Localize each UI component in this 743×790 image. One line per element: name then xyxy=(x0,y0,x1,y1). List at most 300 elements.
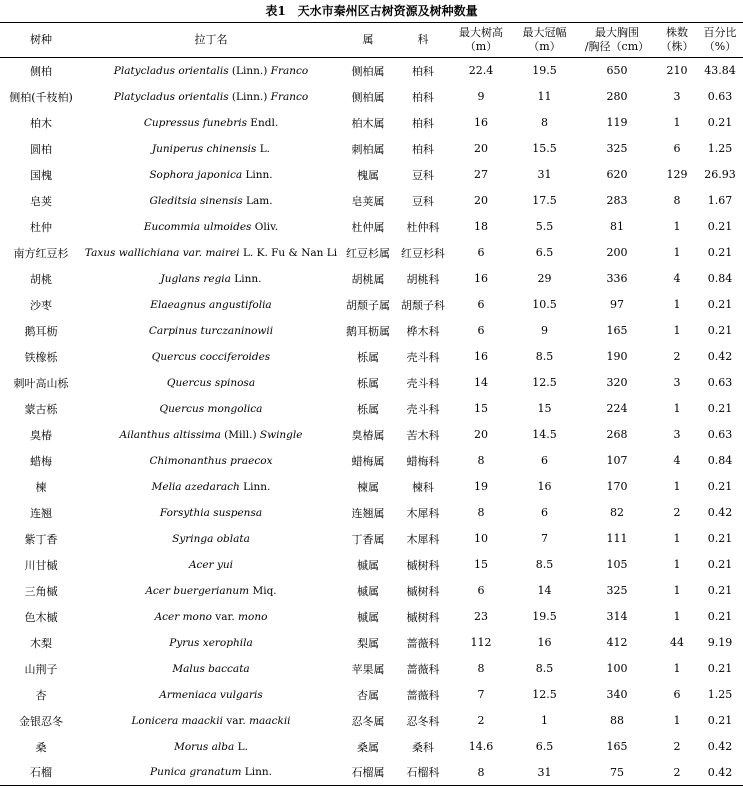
cell-family: 壳斗科 xyxy=(406,402,440,416)
cell-pct: 0.21 xyxy=(707,610,733,623)
cell-genus: 红豆杉属 xyxy=(346,246,390,260)
cell-crown: 29 xyxy=(537,272,552,285)
cell-latin xyxy=(82,552,340,578)
latin-latin2: mono xyxy=(238,610,268,623)
cell-latin xyxy=(82,734,340,760)
latin-latin2: maackii xyxy=(249,714,291,727)
latin-latin: Gleditsia sinensis xyxy=(149,194,243,207)
cell-crown: 11 xyxy=(537,90,552,103)
cell-height: 9 xyxy=(477,90,485,103)
col-crown: 最大冠幅 （m） xyxy=(522,26,567,53)
table-row xyxy=(0,604,743,630)
latin-auth: Linn. xyxy=(242,168,273,181)
cell-dbh: 165 xyxy=(606,324,628,337)
table-row xyxy=(0,318,743,344)
cell-height: 27 xyxy=(474,168,488,181)
cell-species: 铁橡栎 xyxy=(24,350,58,364)
cell-count: 3 xyxy=(673,376,681,389)
cell-pct: 0.21 xyxy=(707,558,733,571)
cell-genus: 丁香属 xyxy=(351,532,385,546)
cell-height: 8 xyxy=(477,506,485,519)
cell-count: 6 xyxy=(673,688,681,701)
cell-latin xyxy=(82,474,340,500)
cell-pct: 0.63 xyxy=(707,376,733,389)
cell-height: 19 xyxy=(474,480,488,493)
cell-pct: 0.21 xyxy=(707,402,733,415)
cell-genus: 胡颓子属 xyxy=(346,298,390,312)
cell-dbh: 200 xyxy=(606,246,628,259)
cell-latin xyxy=(82,58,340,84)
cell-crown: 12.5 xyxy=(532,376,557,389)
table-row xyxy=(0,630,743,656)
cell-pct: 0.21 xyxy=(707,220,733,233)
cell-crown: 14 xyxy=(537,584,552,597)
cell-crown: 1 xyxy=(541,714,548,727)
cell-latin xyxy=(82,448,340,474)
cell-height: 8 xyxy=(477,454,485,467)
cell-latin xyxy=(82,656,340,682)
table-row xyxy=(0,370,743,396)
cell-dbh: 119 xyxy=(606,116,628,129)
latin-latin: Taxus wallichiana var. mairei xyxy=(84,246,240,259)
table-row xyxy=(0,656,743,682)
cell-count: 2 xyxy=(673,740,681,753)
cell-family: 柏科 xyxy=(412,142,434,156)
latin-auth: Linn. xyxy=(241,766,272,779)
cell-height: 16 xyxy=(474,116,488,129)
latin-latin: Syringa oblata xyxy=(172,532,250,545)
cell-latin xyxy=(82,682,340,708)
cell-count: 3 xyxy=(673,428,681,441)
cell-pct: 26.93 xyxy=(704,168,736,181)
cell-family: 胡颓子科 xyxy=(401,298,445,312)
cell-dbh: 107 xyxy=(606,454,628,467)
cell-family: 楝科 xyxy=(412,480,434,494)
cell-dbh: 75 xyxy=(610,765,624,779)
cell-pct: 1.25 xyxy=(707,142,733,155)
cell-family: 槭树科 xyxy=(406,584,440,598)
cell-height: 16 xyxy=(474,272,488,285)
latin-latin: Melia azedarach xyxy=(151,480,240,493)
cell-dbh: 314 xyxy=(606,610,628,623)
latin-auth: (Mill.) xyxy=(220,428,257,441)
cell-count: 1 xyxy=(673,220,681,233)
cell-pct: 0.63 xyxy=(707,428,733,441)
cell-species: 沙枣 xyxy=(30,298,52,312)
col-dbh: 最大胸围 /胸径（cm） xyxy=(584,26,650,53)
cell-count: 4 xyxy=(673,454,681,467)
latin-latin: Elaeagnus angustifolia xyxy=(150,298,272,311)
cell-dbh: 336 xyxy=(606,272,628,285)
cell-count: 3 xyxy=(673,90,681,103)
cell-pct: 43.84 xyxy=(704,64,736,78)
table-header xyxy=(0,23,743,58)
table-row xyxy=(0,344,743,370)
cell-genus: 杜仲属 xyxy=(351,220,385,234)
cell-genus: 胡桃属 xyxy=(351,272,385,286)
cell-family: 槭树科 xyxy=(406,610,440,624)
cell-count: 2 xyxy=(673,506,681,519)
cell-height: 2 xyxy=(477,714,485,727)
cell-height: 23 xyxy=(474,610,488,623)
cell-count: 1 xyxy=(673,610,681,623)
cell-latin xyxy=(82,422,340,448)
cell-crown: 6 xyxy=(541,506,548,519)
table-row xyxy=(0,474,743,500)
cell-height: 8 xyxy=(477,662,485,675)
cell-species: 蒙古栎 xyxy=(24,402,58,416)
cell-height: 18 xyxy=(474,220,488,233)
cell-height: 7 xyxy=(477,688,485,701)
table-row xyxy=(0,136,743,162)
cell-genus: 槭属 xyxy=(357,558,379,572)
cell-species: 金银忍冬 xyxy=(19,714,63,728)
cell-crown: 12.5 xyxy=(532,688,557,701)
cell-count: 2 xyxy=(673,350,681,363)
cell-family: 胡桃科 xyxy=(406,272,440,286)
cell-latin xyxy=(82,370,340,396)
table-body xyxy=(0,58,743,786)
cell-species: 鹅耳枥 xyxy=(24,324,58,338)
cell-crown: 10.5 xyxy=(532,298,557,311)
cell-height: 112 xyxy=(470,636,492,649)
cell-dbh: 320 xyxy=(606,376,628,389)
cell-crown: 6.5 xyxy=(535,740,554,753)
cell-family: 苦木科 xyxy=(406,428,440,442)
cell-family: 蔷薇科 xyxy=(406,662,440,676)
cell-crown: 15.5 xyxy=(532,142,557,155)
cell-pct: 0.21 xyxy=(707,662,733,675)
latin-latin: Punica granatum xyxy=(150,766,242,779)
latin-latin: Morus alba xyxy=(174,740,235,753)
latin-latin: Pyrus xerophila xyxy=(169,636,253,649)
cell-family: 桦木科 xyxy=(406,324,440,338)
cell-species: 国槐 xyxy=(30,168,52,182)
cell-dbh: 280 xyxy=(606,90,628,103)
cell-genus: 石榴属 xyxy=(351,766,385,780)
cell-species: 蜡梅 xyxy=(30,454,52,468)
cell-species: 紫丁香 xyxy=(24,532,58,546)
cell-genus: 桑属 xyxy=(357,740,379,754)
cell-latin xyxy=(82,292,340,318)
latin-auth: Miq. xyxy=(249,584,277,597)
cell-genus: 楝属 xyxy=(357,480,379,494)
col-percent: 百分比 （%） xyxy=(703,26,737,53)
col-height: 最大树高 （m） xyxy=(459,26,503,53)
latin-auth: L. xyxy=(234,740,248,753)
col-latin: 拉丁名 xyxy=(194,33,228,46)
cell-pct: 0.84 xyxy=(707,272,733,285)
cell-height: 6 xyxy=(477,246,485,259)
cell-count: 6 xyxy=(673,142,681,155)
latin-latin: Acer buergerianum xyxy=(145,584,250,597)
cell-species: 石榴 xyxy=(30,766,52,780)
table-row xyxy=(0,734,743,760)
cell-pct: 0.21 xyxy=(707,298,733,311)
cell-species: 连翘 xyxy=(30,506,52,520)
table-row xyxy=(0,448,743,474)
cell-species: 皂荚 xyxy=(30,194,52,208)
latin-auth: Linn. xyxy=(239,480,271,493)
latin-latin: Sophora japonica xyxy=(149,168,243,181)
cell-family: 蔷薇科 xyxy=(406,636,440,650)
cell-count: 1 xyxy=(673,558,681,571)
cell-species: 柏木 xyxy=(30,116,52,130)
cell-pct: 0.21 xyxy=(707,584,733,597)
cell-crown: 31 xyxy=(537,765,552,779)
cell-pct: 9.19 xyxy=(707,636,733,649)
cell-pct: 0.21 xyxy=(707,480,733,493)
latin-latin2: Swingle xyxy=(256,428,303,441)
cell-family: 木犀科 xyxy=(406,506,440,520)
cell-family: 忍冬科 xyxy=(406,714,440,728)
latin-latin2: Franco xyxy=(267,90,309,103)
cell-count: 8 xyxy=(673,194,681,207)
cell-species: 桑 xyxy=(35,740,47,754)
latin-latin: Juniperus chinensis xyxy=(151,142,257,155)
latin-latin: Forsythia suspensa xyxy=(159,506,263,519)
table-row xyxy=(0,578,743,604)
table-row xyxy=(0,240,743,266)
table-row xyxy=(0,84,743,110)
cell-dbh: 650 xyxy=(606,64,628,78)
cell-count: 1 xyxy=(673,532,681,545)
table-row xyxy=(0,526,743,552)
cell-height: 20 xyxy=(474,142,488,155)
cell-dbh: 190 xyxy=(606,350,628,363)
cell-species: 胡桃 xyxy=(30,272,52,286)
cell-latin xyxy=(82,344,340,370)
cell-dbh: 170 xyxy=(606,480,628,493)
cell-latin xyxy=(82,500,340,526)
cell-latin xyxy=(82,318,340,344)
cell-crown: 9 xyxy=(541,324,548,337)
latin-auth: Linn. xyxy=(230,272,262,285)
cell-pct: 0.42 xyxy=(707,740,733,753)
cell-family: 豆科 xyxy=(412,168,434,182)
cell-genus: 鹅耳枥属 xyxy=(346,324,390,338)
cell-pct: 0.42 xyxy=(707,350,733,363)
latin-latin: Eucommia ulmoides xyxy=(143,220,252,233)
cell-count: 1 xyxy=(673,584,681,597)
table-row xyxy=(0,110,743,136)
cell-genus: 杏属 xyxy=(357,688,379,702)
latin-auth: (Linn.) xyxy=(228,90,268,103)
cell-crown: 6 xyxy=(541,454,548,467)
cell-dbh: 325 xyxy=(606,584,628,597)
latin-latin: Platycladus orientalis xyxy=(113,90,229,103)
cell-count: 4 xyxy=(673,272,681,285)
cell-count: 1 xyxy=(673,714,681,727)
cell-genus: 槭属 xyxy=(357,610,379,624)
cell-genus: 栎属 xyxy=(357,350,379,364)
latin-latin: Acer mono xyxy=(154,610,212,623)
table-row xyxy=(0,214,743,240)
cell-species: 刺叶高山栎 xyxy=(13,376,69,390)
cell-dbh: 111 xyxy=(606,532,628,545)
cell-pct: 1.67 xyxy=(707,194,733,207)
cell-crown: 16 xyxy=(537,636,552,649)
cell-species: 山荆子 xyxy=(24,662,58,676)
cell-latin xyxy=(82,110,340,136)
cell-species: 臭椿 xyxy=(30,428,52,442)
cell-height: 14 xyxy=(474,376,488,389)
cell-dbh: 283 xyxy=(606,194,628,207)
cell-genus: 侧柏属 xyxy=(351,64,385,78)
cell-genus: 侧柏属 xyxy=(351,90,385,104)
col-count: 株数 （株） xyxy=(660,26,694,53)
cell-pct: 0.42 xyxy=(707,765,733,779)
table-row xyxy=(0,760,743,786)
cell-genus: 栎属 xyxy=(357,402,379,416)
cell-species: 杏 xyxy=(35,688,47,702)
cell-count: 1 xyxy=(673,298,681,311)
col-genus: 属 xyxy=(362,33,374,46)
cell-height: 22.4 xyxy=(468,64,494,78)
cell-genus: 连翘属 xyxy=(351,506,385,520)
latin-auth: L. K. Fu & Nan Li xyxy=(239,246,338,259)
cell-pct: 0.63 xyxy=(707,90,733,103)
cell-latin xyxy=(82,578,340,604)
cell-height: 15 xyxy=(474,558,488,571)
cell-family: 柏科 xyxy=(412,90,434,104)
cell-genus: 蜡梅属 xyxy=(351,454,385,468)
latin-auth: (Linn.) xyxy=(228,64,268,77)
latin-latin: Juglans regia xyxy=(160,272,231,285)
table-row xyxy=(0,552,743,578)
cell-pct: 1.25 xyxy=(707,688,733,701)
latin-auth: L. xyxy=(256,142,271,155)
cell-species: 南方红豆杉 xyxy=(13,246,69,260)
cell-pct: 0.21 xyxy=(707,116,733,129)
cell-latin xyxy=(82,526,340,552)
cell-pct: 0.21 xyxy=(707,714,733,727)
cell-count: 1 xyxy=(673,116,681,129)
latin-latin2: Franco xyxy=(267,64,309,77)
cell-count: 1 xyxy=(673,246,681,259)
cell-crown: 15 xyxy=(537,402,552,415)
latin-auth: Endl. xyxy=(246,116,279,129)
cell-dbh: 81 xyxy=(610,220,624,233)
cell-count: 2 xyxy=(673,765,681,779)
cell-family: 石榴科 xyxy=(406,766,440,780)
cell-species: 圆柏 xyxy=(30,142,52,156)
cell-pct: 0.42 xyxy=(707,506,733,519)
latin-latin: Quercus cocciferoides xyxy=(151,350,271,363)
cell-pct: 0.21 xyxy=(707,324,733,337)
cell-family: 蜡梅科 xyxy=(406,454,440,468)
cell-latin xyxy=(82,136,340,162)
cell-species: 侧柏(千枝柏) xyxy=(9,90,73,104)
cell-count: 1 xyxy=(673,480,681,493)
cell-crown: 17.5 xyxy=(532,194,557,207)
cell-dbh: 97 xyxy=(610,298,624,311)
tree-resources-table xyxy=(0,22,743,786)
cell-species: 楝 xyxy=(35,480,47,494)
cell-height: 15 xyxy=(474,402,488,415)
cell-crown: 6.5 xyxy=(535,246,554,259)
col-family: 科 xyxy=(417,33,429,46)
table-row xyxy=(0,422,743,448)
cell-species: 杜仲 xyxy=(30,220,52,234)
cell-count: 129 xyxy=(666,168,688,181)
cell-species: 色木槭 xyxy=(24,610,58,624)
cell-genus: 忍冬属 xyxy=(351,714,385,728)
latin-auth: Lam. xyxy=(242,194,273,207)
cell-height: 10 xyxy=(474,532,488,545)
cell-dbh: 82 xyxy=(610,506,624,519)
latin-latin: Armeniaca vulgaris xyxy=(159,688,263,701)
cell-family: 红豆杉科 xyxy=(401,246,445,260)
table-row xyxy=(0,292,743,318)
table-row xyxy=(0,188,743,214)
cell-genus: 皂荚属 xyxy=(351,194,385,208)
cell-dbh: 325 xyxy=(606,142,628,155)
table-row xyxy=(0,708,743,734)
cell-latin xyxy=(82,760,340,786)
cell-crown: 19.5 xyxy=(532,610,557,623)
table-row xyxy=(0,58,743,84)
cell-dbh: 268 xyxy=(606,428,628,441)
cell-genus: 柏木属 xyxy=(351,116,385,130)
cell-genus: 栎属 xyxy=(357,376,379,390)
cell-height: 8 xyxy=(477,765,485,779)
cell-count: 1 xyxy=(673,402,681,415)
latin-auth: Oliv. xyxy=(251,220,279,233)
cell-latin xyxy=(82,188,340,214)
cell-dbh: 412 xyxy=(606,636,628,649)
cell-latin xyxy=(82,162,340,188)
cell-family: 壳斗科 xyxy=(406,350,440,364)
cell-latin xyxy=(82,240,340,266)
cell-dbh: 620 xyxy=(606,168,628,181)
cell-family: 蔷薇科 xyxy=(406,688,440,702)
latin-auth: var. xyxy=(223,714,250,727)
cell-genus: 臭椿属 xyxy=(351,428,385,442)
cell-crown: 8 xyxy=(541,116,548,129)
latin-latin: Chimonanthus praecox xyxy=(149,454,273,467)
latin-latin: Acer yui xyxy=(188,558,234,571)
cell-crown: 31 xyxy=(537,168,552,181)
cell-family: 壳斗科 xyxy=(406,376,440,390)
cell-height: 16 xyxy=(474,350,488,363)
cell-dbh: 340 xyxy=(606,688,628,701)
table-row xyxy=(0,682,743,708)
latin-auth: var. xyxy=(211,610,239,623)
latin-latin: Lonicera maackii xyxy=(131,714,224,727)
cell-crown: 7 xyxy=(541,532,548,545)
cell-count: 44 xyxy=(670,636,684,649)
cell-species: 川甘槭 xyxy=(24,558,58,572)
cell-pct: 0.21 xyxy=(707,532,733,545)
cell-latin xyxy=(82,84,340,110)
cell-dbh: 100 xyxy=(606,662,628,675)
cell-height: 14.6 xyxy=(468,740,494,753)
cell-family: 杜仲科 xyxy=(406,220,440,234)
cell-height: 6 xyxy=(477,584,485,597)
table-row xyxy=(0,500,743,526)
cell-dbh: 165 xyxy=(606,740,628,753)
cell-dbh: 105 xyxy=(606,558,628,571)
cell-family: 豆科 xyxy=(412,194,434,208)
cell-genus: 槐属 xyxy=(357,168,379,182)
cell-genus: 刺柏属 xyxy=(351,142,385,156)
cell-latin xyxy=(82,396,340,422)
cell-latin xyxy=(82,708,340,734)
cell-height: 20 xyxy=(474,194,488,207)
cell-pct: 0.84 xyxy=(707,454,733,467)
cell-crown: 8.5 xyxy=(535,662,554,675)
